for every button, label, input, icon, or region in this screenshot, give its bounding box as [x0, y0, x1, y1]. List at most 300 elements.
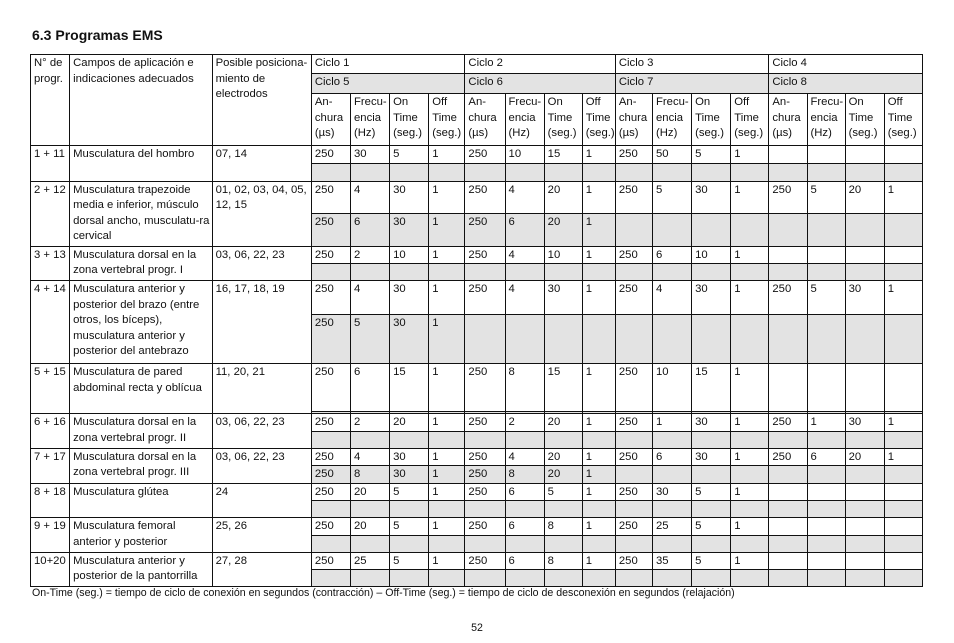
- page-number: 52: [471, 622, 483, 634]
- cycle-value-cell: 20: [544, 448, 582, 466]
- table-row: [31, 246, 923, 264]
- table-row: [31, 181, 923, 213]
- cycle-value-cell-alt: [544, 535, 582, 552]
- cycle-value-cell-alt: [311, 570, 350, 587]
- cycle-value-cell-alt: [615, 163, 652, 181]
- cycle-value-cell: 250: [615, 518, 652, 536]
- cycle-value-cell: 250: [465, 281, 505, 315]
- cycle-value-cell-alt: 250: [311, 466, 350, 484]
- cycle-value-cell: 250: [615, 146, 652, 164]
- cycle-value-cell-alt: [807, 431, 845, 448]
- cycle-value-cell-alt: [311, 431, 350, 448]
- cycle-value-cell-alt: [311, 163, 350, 181]
- cycle-value-cell-alt: [845, 501, 884, 518]
- cycle-value-cell: 2: [351, 246, 390, 264]
- cycle-value-cell: 250: [311, 448, 350, 466]
- cycle-value-cell-alt: [390, 431, 429, 448]
- program-campos: Musculatura trapezoide media e inferior, músculo dorsal ancho, musculatu-ra cervical: [70, 181, 212, 246]
- cycle-value-cell-alt: [544, 163, 582, 181]
- cycle-value-cell: 5: [390, 552, 429, 570]
- cycle-value-cell: 1: [731, 552, 769, 570]
- cycle-value-cell-alt: [505, 264, 544, 281]
- cycle-value-cell-alt: 1: [429, 315, 465, 364]
- program-electrodes: 07, 14: [212, 146, 311, 182]
- cycle-value-cell-alt: [465, 570, 505, 587]
- cycle-value-cell: 1: [429, 181, 465, 213]
- cycle-value-cell: 50: [653, 146, 692, 164]
- cycle-value-cell-alt: [884, 501, 922, 518]
- program-electrodes: 25, 26: [212, 518, 311, 553]
- cycle-value-cell-alt: [845, 213, 884, 246]
- cycle-value-cell-alt: [884, 535, 922, 552]
- cycle-value-cell: 250: [615, 448, 652, 466]
- cycle-value-cell: 5: [692, 146, 731, 164]
- cycle-value-cell-alt: 1: [429, 466, 465, 484]
- program-electrodes: 01, 02, 03, 04, 05, 12, 15: [212, 181, 311, 246]
- cycle-value-cell: 30: [692, 281, 731, 315]
- cycle-value-cell-alt: [692, 264, 731, 281]
- subheader-on-time: On Time (seg.): [390, 94, 429, 146]
- cycle-value-cell: 30: [390, 281, 429, 315]
- cycle-value-cell-alt: [615, 570, 652, 587]
- cycle-value-cell: [884, 483, 922, 501]
- cycle-value-cell: [807, 552, 845, 570]
- table-row: [31, 483, 923, 501]
- cycle-value-cell: 30: [845, 281, 884, 315]
- cycle-value-cell-alt: [465, 264, 505, 281]
- cycle-value-cell: 5: [653, 181, 692, 213]
- cycle-value-cell-alt: [845, 264, 884, 281]
- cycle-value-cell: 4: [505, 281, 544, 315]
- table-header: [31, 55, 923, 146]
- cycle-value-cell-alt: [429, 431, 465, 448]
- cycle-value-cell: [845, 483, 884, 501]
- cycle-value-cell: 2: [351, 414, 390, 432]
- program-campos: Musculatura dorsal en la zona vertebral progr. I: [70, 246, 212, 281]
- cycle-value-cell-alt: [615, 535, 652, 552]
- cycle-value-cell-alt: [390, 535, 429, 552]
- cycle-value-cell: 250: [769, 414, 807, 432]
- cycle-value-cell: 5: [390, 518, 429, 536]
- program-number: 10+20: [31, 552, 70, 587]
- program-electrodes: 24: [212, 483, 311, 518]
- cycle-value-cell: 1: [884, 414, 922, 432]
- program-electrodes: 27, 28: [212, 552, 311, 587]
- cycle-value-cell-alt: [390, 501, 429, 518]
- cycle-value-cell: 250: [465, 246, 505, 264]
- cycle-value-cell: 1: [731, 448, 769, 466]
- cycle-value-cell-alt: [653, 213, 692, 246]
- cycle-value-cell: 1: [429, 483, 465, 501]
- cycle-value-cell-alt: [544, 431, 582, 448]
- cycle-value-cell: 6: [505, 552, 544, 570]
- cycle-value-cell-alt: [615, 501, 652, 518]
- cycle-value-cell-alt: [769, 570, 807, 587]
- cycle-value-cell: 1: [653, 414, 692, 432]
- cycle-value-cell: 30: [544, 281, 582, 315]
- program-number: 8 + 18: [31, 483, 70, 518]
- cycle-value-cell: [807, 364, 845, 412]
- cycle-value-cell-alt: [884, 570, 922, 587]
- cycle-value-cell: 1: [884, 181, 922, 213]
- cycle-value-cell-alt: [769, 466, 807, 484]
- cycle-value-cell: 20: [544, 414, 582, 432]
- cycle-value-cell-alt: [653, 431, 692, 448]
- cycle-value-cell: 25: [351, 552, 390, 570]
- cycle-value-cell: 250: [311, 414, 350, 432]
- cycle-value-cell-alt: [582, 315, 615, 364]
- cycle-value-cell-alt: [884, 466, 922, 484]
- header-campos: Campos de aplicación e indicaciones adecuados: [70, 55, 212, 146]
- cycle-value-cell-alt: [390, 163, 429, 181]
- cycle-value-cell: 20: [544, 181, 582, 213]
- cycle-value-cell: [845, 246, 884, 264]
- table-row: [31, 414, 923, 432]
- cycle-value-cell: 20: [845, 181, 884, 213]
- cycle-value-cell-alt: [845, 431, 884, 448]
- subheader-off-time: Off Time (seg.): [884, 94, 922, 146]
- cycle-value-cell-alt: [429, 163, 465, 181]
- cycle-value-cell-alt: [465, 431, 505, 448]
- cycle-value-cell-alt: [807, 466, 845, 484]
- program-number: 7 + 17: [31, 448, 70, 483]
- cycle-value-cell-alt: 8: [505, 466, 544, 484]
- header-ciclo-7: Ciclo 7: [615, 74, 769, 94]
- cycle-value-cell: [845, 146, 884, 164]
- cycle-value-cell: 1: [731, 364, 769, 412]
- cycle-value-cell: 1: [731, 414, 769, 432]
- cycle-value-cell: 30: [845, 414, 884, 432]
- cycle-value-cell: 20: [845, 448, 884, 466]
- cycle-value-cell-alt: 1: [429, 213, 465, 246]
- subheader-on-time: On Time (seg.): [692, 94, 731, 146]
- cycle-value-cell-alt: [692, 213, 731, 246]
- cycle-value-cell-alt: 20: [544, 213, 582, 246]
- cycle-value-cell: 250: [311, 518, 350, 536]
- cycle-value-cell: 4: [505, 181, 544, 213]
- header-ciclo-5: Ciclo 5: [311, 74, 465, 94]
- cycle-value-cell: [884, 518, 922, 536]
- subheader-anchura: An- chura (µs): [311, 94, 350, 146]
- cycle-value-cell-alt: [582, 163, 615, 181]
- cycle-value-cell: 1: [582, 146, 615, 164]
- cycle-value-cell: [769, 364, 807, 412]
- cycle-value-cell: 250: [465, 448, 505, 466]
- cycle-value-cell: 1: [429, 246, 465, 264]
- cycle-value-cell-alt: [311, 535, 350, 552]
- cycle-value-cell-alt: [653, 264, 692, 281]
- cycle-value-cell-alt: [692, 570, 731, 587]
- cycle-value-cell: [807, 483, 845, 501]
- cycle-value-cell: 15: [544, 364, 582, 412]
- cycle-value-cell: 250: [769, 181, 807, 213]
- cycle-value-cell-alt: [544, 570, 582, 587]
- cycle-value-cell-alt: [807, 315, 845, 364]
- cycle-value-cell: 250: [311, 181, 350, 213]
- cycle-value-cell-alt: [505, 535, 544, 552]
- table-row: [31, 281, 923, 315]
- cycle-value-cell: 1: [429, 414, 465, 432]
- subheader-on-time: On Time (seg.): [845, 94, 884, 146]
- cycle-value-cell: [769, 483, 807, 501]
- cycle-value-cell: 30: [692, 181, 731, 213]
- cycle-value-cell-alt: [582, 570, 615, 587]
- cycle-value-cell-alt: [807, 501, 845, 518]
- cycle-value-cell-alt: [731, 501, 769, 518]
- cycle-value-cell: 250: [311, 246, 350, 264]
- program-campos: Musculatura del hombro: [70, 146, 212, 182]
- cycle-value-cell-alt: [465, 315, 505, 364]
- cycle-value-cell: 6: [653, 448, 692, 466]
- cycle-value-cell-alt: [884, 315, 922, 364]
- cycle-value-cell: 250: [465, 518, 505, 536]
- cycle-value-cell-alt: [582, 501, 615, 518]
- cycle-value-cell-alt: [653, 535, 692, 552]
- table-row: [31, 364, 923, 412]
- cycle-value-cell-alt: [807, 535, 845, 552]
- cycle-value-cell-alt: [731, 535, 769, 552]
- cycle-value-cell: 250: [615, 246, 652, 264]
- cycle-value-cell-alt: 5: [351, 315, 390, 364]
- cycle-value-cell-alt: [845, 315, 884, 364]
- cycle-value-cell: 1: [429, 518, 465, 536]
- cycle-value-cell: 15: [390, 364, 429, 412]
- cycle-value-cell-alt: [653, 163, 692, 181]
- cycle-value-cell-alt: [311, 264, 350, 281]
- cycle-value-cell-alt: [807, 213, 845, 246]
- cycle-value-cell: 250: [465, 364, 505, 412]
- program-number: 4 + 14: [31, 281, 70, 364]
- program-electrodes: 03, 06, 22, 23: [212, 246, 311, 281]
- program-campos: Musculatura de pared abdominal recta y oblícua: [70, 364, 212, 414]
- cycle-value-cell: 250: [311, 552, 350, 570]
- cycle-value-cell-alt: [615, 264, 652, 281]
- cycle-value-cell: 1: [582, 483, 615, 501]
- cycle-value-cell-alt: [692, 501, 731, 518]
- cycle-value-cell: 1: [731, 246, 769, 264]
- cycle-value-cell: 20: [390, 414, 429, 432]
- cycle-value-cell-alt: 250: [465, 466, 505, 484]
- cycle-value-cell: 30: [390, 181, 429, 213]
- cycle-value-cell: 1: [429, 364, 465, 412]
- cycle-value-cell: 1: [582, 552, 615, 570]
- cycle-value-cell-alt: [465, 535, 505, 552]
- cycle-value-cell: 1: [582, 181, 615, 213]
- cycle-value-cell: 30: [692, 448, 731, 466]
- program-number: 2 + 12: [31, 181, 70, 246]
- cycle-value-cell-alt: [731, 570, 769, 587]
- cycle-value-cell: 250: [465, 552, 505, 570]
- cycle-value-cell-alt: [769, 535, 807, 552]
- cycle-value-cell: 4: [351, 281, 390, 315]
- cycle-value-cell: 5: [544, 483, 582, 501]
- cycle-value-cell: 8: [544, 518, 582, 536]
- cycle-value-cell: 6: [505, 518, 544, 536]
- cycle-value-cell: [769, 518, 807, 536]
- cycle-value-cell: 1: [731, 281, 769, 315]
- cycle-value-cell: 250: [465, 414, 505, 432]
- program-electrodes: 03, 06, 22, 23: [212, 448, 311, 483]
- cycle-value-cell-alt: [429, 501, 465, 518]
- cycle-value-cell: 1: [582, 246, 615, 264]
- cycle-value-cell: [769, 552, 807, 570]
- program-campos: Musculatura anterior y posterior de la pantorrilla: [70, 552, 212, 587]
- cycle-value-cell: 1: [429, 552, 465, 570]
- cycle-value-cell-alt: [544, 264, 582, 281]
- cycle-value-cell-alt: [429, 570, 465, 587]
- table-row: [31, 552, 923, 570]
- cycle-value-cell: [845, 552, 884, 570]
- cycle-value-cell-alt: [807, 163, 845, 181]
- cycle-value-cell: [845, 518, 884, 536]
- cycle-value-cell-alt: [731, 466, 769, 484]
- cycle-value-cell-alt: [692, 535, 731, 552]
- program-campos: Musculatura glútea: [70, 483, 212, 518]
- cycle-value-cell: 30: [351, 146, 390, 164]
- cycle-value-cell: 30: [390, 448, 429, 466]
- cycle-value-cell-alt: [769, 264, 807, 281]
- cycle-value-cell-alt: [390, 264, 429, 281]
- subheader-frecuencia: Frecu- encia (Hz): [351, 94, 390, 146]
- cycle-value-cell-alt: [465, 163, 505, 181]
- cycle-value-cell-alt: [582, 264, 615, 281]
- cycle-value-cell: [845, 364, 884, 412]
- header-ciclo-1: Ciclo 1: [311, 55, 465, 74]
- cycle-value-cell-alt: [884, 213, 922, 246]
- cycle-value-cell: 250: [615, 483, 652, 501]
- cycle-value-cell: 10: [390, 246, 429, 264]
- cycle-value-cell-alt: [653, 466, 692, 484]
- subheader-off-time: Off Time (seg.): [582, 94, 615, 146]
- section-title: 6.3 Programas EMS: [32, 27, 163, 43]
- program-number: 1 + 11: [31, 146, 70, 182]
- subheader-frecuencia: Frecu- encia (Hz): [505, 94, 544, 146]
- cycle-value-cell-alt: [505, 501, 544, 518]
- cycle-value-cell: 1: [731, 483, 769, 501]
- cycle-value-cell-alt: [769, 315, 807, 364]
- cycle-value-cell: 1: [731, 181, 769, 213]
- cycle-value-cell: 1: [884, 448, 922, 466]
- cycle-value-cell: 1: [884, 281, 922, 315]
- cycle-value-cell-alt: 20: [544, 466, 582, 484]
- cycle-value-cell: 4: [505, 246, 544, 264]
- subheader-on-time: On Time (seg.): [544, 94, 582, 146]
- header-ciclo-6: Ciclo 6: [465, 74, 615, 94]
- cycle-value-cell-alt: [351, 535, 390, 552]
- cycle-value-cell: 5: [807, 281, 845, 315]
- cycle-value-cell: 6: [351, 364, 390, 412]
- cycle-value-cell-alt: [692, 466, 731, 484]
- cycle-value-cell: [769, 246, 807, 264]
- cycle-value-cell: [769, 146, 807, 164]
- cycle-value-cell-alt: [845, 535, 884, 552]
- cycle-value-cell: 4: [653, 281, 692, 315]
- cycle-value-cell: 250: [615, 552, 652, 570]
- cycle-value-cell: [807, 518, 845, 536]
- cycle-value-cell: 5: [692, 483, 731, 501]
- cycle-value-cell: [884, 246, 922, 264]
- cycle-value-cell-alt: [351, 570, 390, 587]
- program-number: 5 + 15: [31, 364, 70, 414]
- program-campos: Musculatura anterior y posterior del brazo (entre otros, los bíceps), musculatura anterior y posterior del antebrazo: [70, 281, 212, 364]
- cycle-value-cell-alt: [615, 213, 652, 246]
- cycle-value-cell: 250: [769, 448, 807, 466]
- table-body: [31, 146, 923, 587]
- cycle-value-cell: 250: [465, 483, 505, 501]
- cycle-value-cell: 1: [582, 364, 615, 412]
- cycle-value-cell-alt: [807, 570, 845, 587]
- cycle-value-cell-alt: [731, 264, 769, 281]
- subheader-off-time: Off Time (seg.): [731, 94, 769, 146]
- header-ciclo-2: Ciclo 2: [465, 55, 615, 74]
- cycle-value-cell: 250: [615, 181, 652, 213]
- cycle-value-cell: 1: [731, 518, 769, 536]
- cycle-value-cell-alt: [692, 315, 731, 364]
- cycle-value-cell: 250: [615, 414, 652, 432]
- cycle-value-cell: 5: [692, 552, 731, 570]
- header-ciclo-8: Ciclo 8: [769, 74, 923, 94]
- cycle-value-cell-alt: 6: [351, 213, 390, 246]
- cycle-value-cell: 250: [465, 146, 505, 164]
- cycle-value-cell-alt: [465, 501, 505, 518]
- cycle-value-cell-alt: [769, 213, 807, 246]
- cycle-value-cell: 1: [731, 146, 769, 164]
- cycle-value-cell: 250: [311, 146, 350, 164]
- cycle-value-cell-alt: [769, 163, 807, 181]
- cycle-value-cell-alt: [692, 163, 731, 181]
- header-posible: Posible posiciona-miento de electrodos: [212, 55, 311, 146]
- cycle-value-cell: 10: [505, 146, 544, 164]
- cycle-value-cell-alt: [505, 431, 544, 448]
- cycle-value-cell: 5: [390, 483, 429, 501]
- cycle-value-cell: 250: [615, 364, 652, 412]
- cycle-value-cell: 25: [653, 518, 692, 536]
- cycle-value-cell-alt: 1: [582, 466, 615, 484]
- cycle-value-cell-alt: [653, 570, 692, 587]
- cycle-value-cell-alt: 8: [351, 466, 390, 484]
- cycle-value-cell: 6: [807, 448, 845, 466]
- cycle-value-cell: 2: [505, 414, 544, 432]
- cycle-value-cell-alt: [884, 264, 922, 281]
- cycle-value-cell: [807, 146, 845, 164]
- cycle-value-cell: 1: [582, 448, 615, 466]
- cycle-value-cell-alt: [807, 264, 845, 281]
- cycle-value-cell-alt: [884, 431, 922, 448]
- cycle-value-cell-alt: [544, 501, 582, 518]
- cycle-value-cell-alt: [544, 315, 582, 364]
- cycle-value-cell-alt: [769, 501, 807, 518]
- cycle-value-cell-alt: [582, 431, 615, 448]
- cycle-value-cell-alt: [582, 535, 615, 552]
- cycle-value-cell-alt: [769, 431, 807, 448]
- cycle-value-cell-alt: [692, 431, 731, 448]
- cycle-value-cell: [884, 146, 922, 164]
- cycle-value-cell: 10: [544, 246, 582, 264]
- cycle-value-cell: 5: [390, 146, 429, 164]
- cycle-value-cell: 250: [311, 483, 350, 501]
- cycle-value-cell-alt: [731, 315, 769, 364]
- subheader-frecuencia: Frecu- encia (Hz): [653, 94, 692, 146]
- cycle-value-cell: 250: [465, 181, 505, 213]
- cycle-value-cell-alt: [429, 535, 465, 552]
- cycle-value-cell: 1: [429, 281, 465, 315]
- cycle-value-cell-alt: 6: [505, 213, 544, 246]
- ems-programs-table: [30, 54, 923, 587]
- cycle-value-cell-alt: [311, 501, 350, 518]
- cycle-value-cell: [884, 364, 922, 412]
- cycle-value-cell: 35: [653, 552, 692, 570]
- cycle-value-cell: 20: [351, 483, 390, 501]
